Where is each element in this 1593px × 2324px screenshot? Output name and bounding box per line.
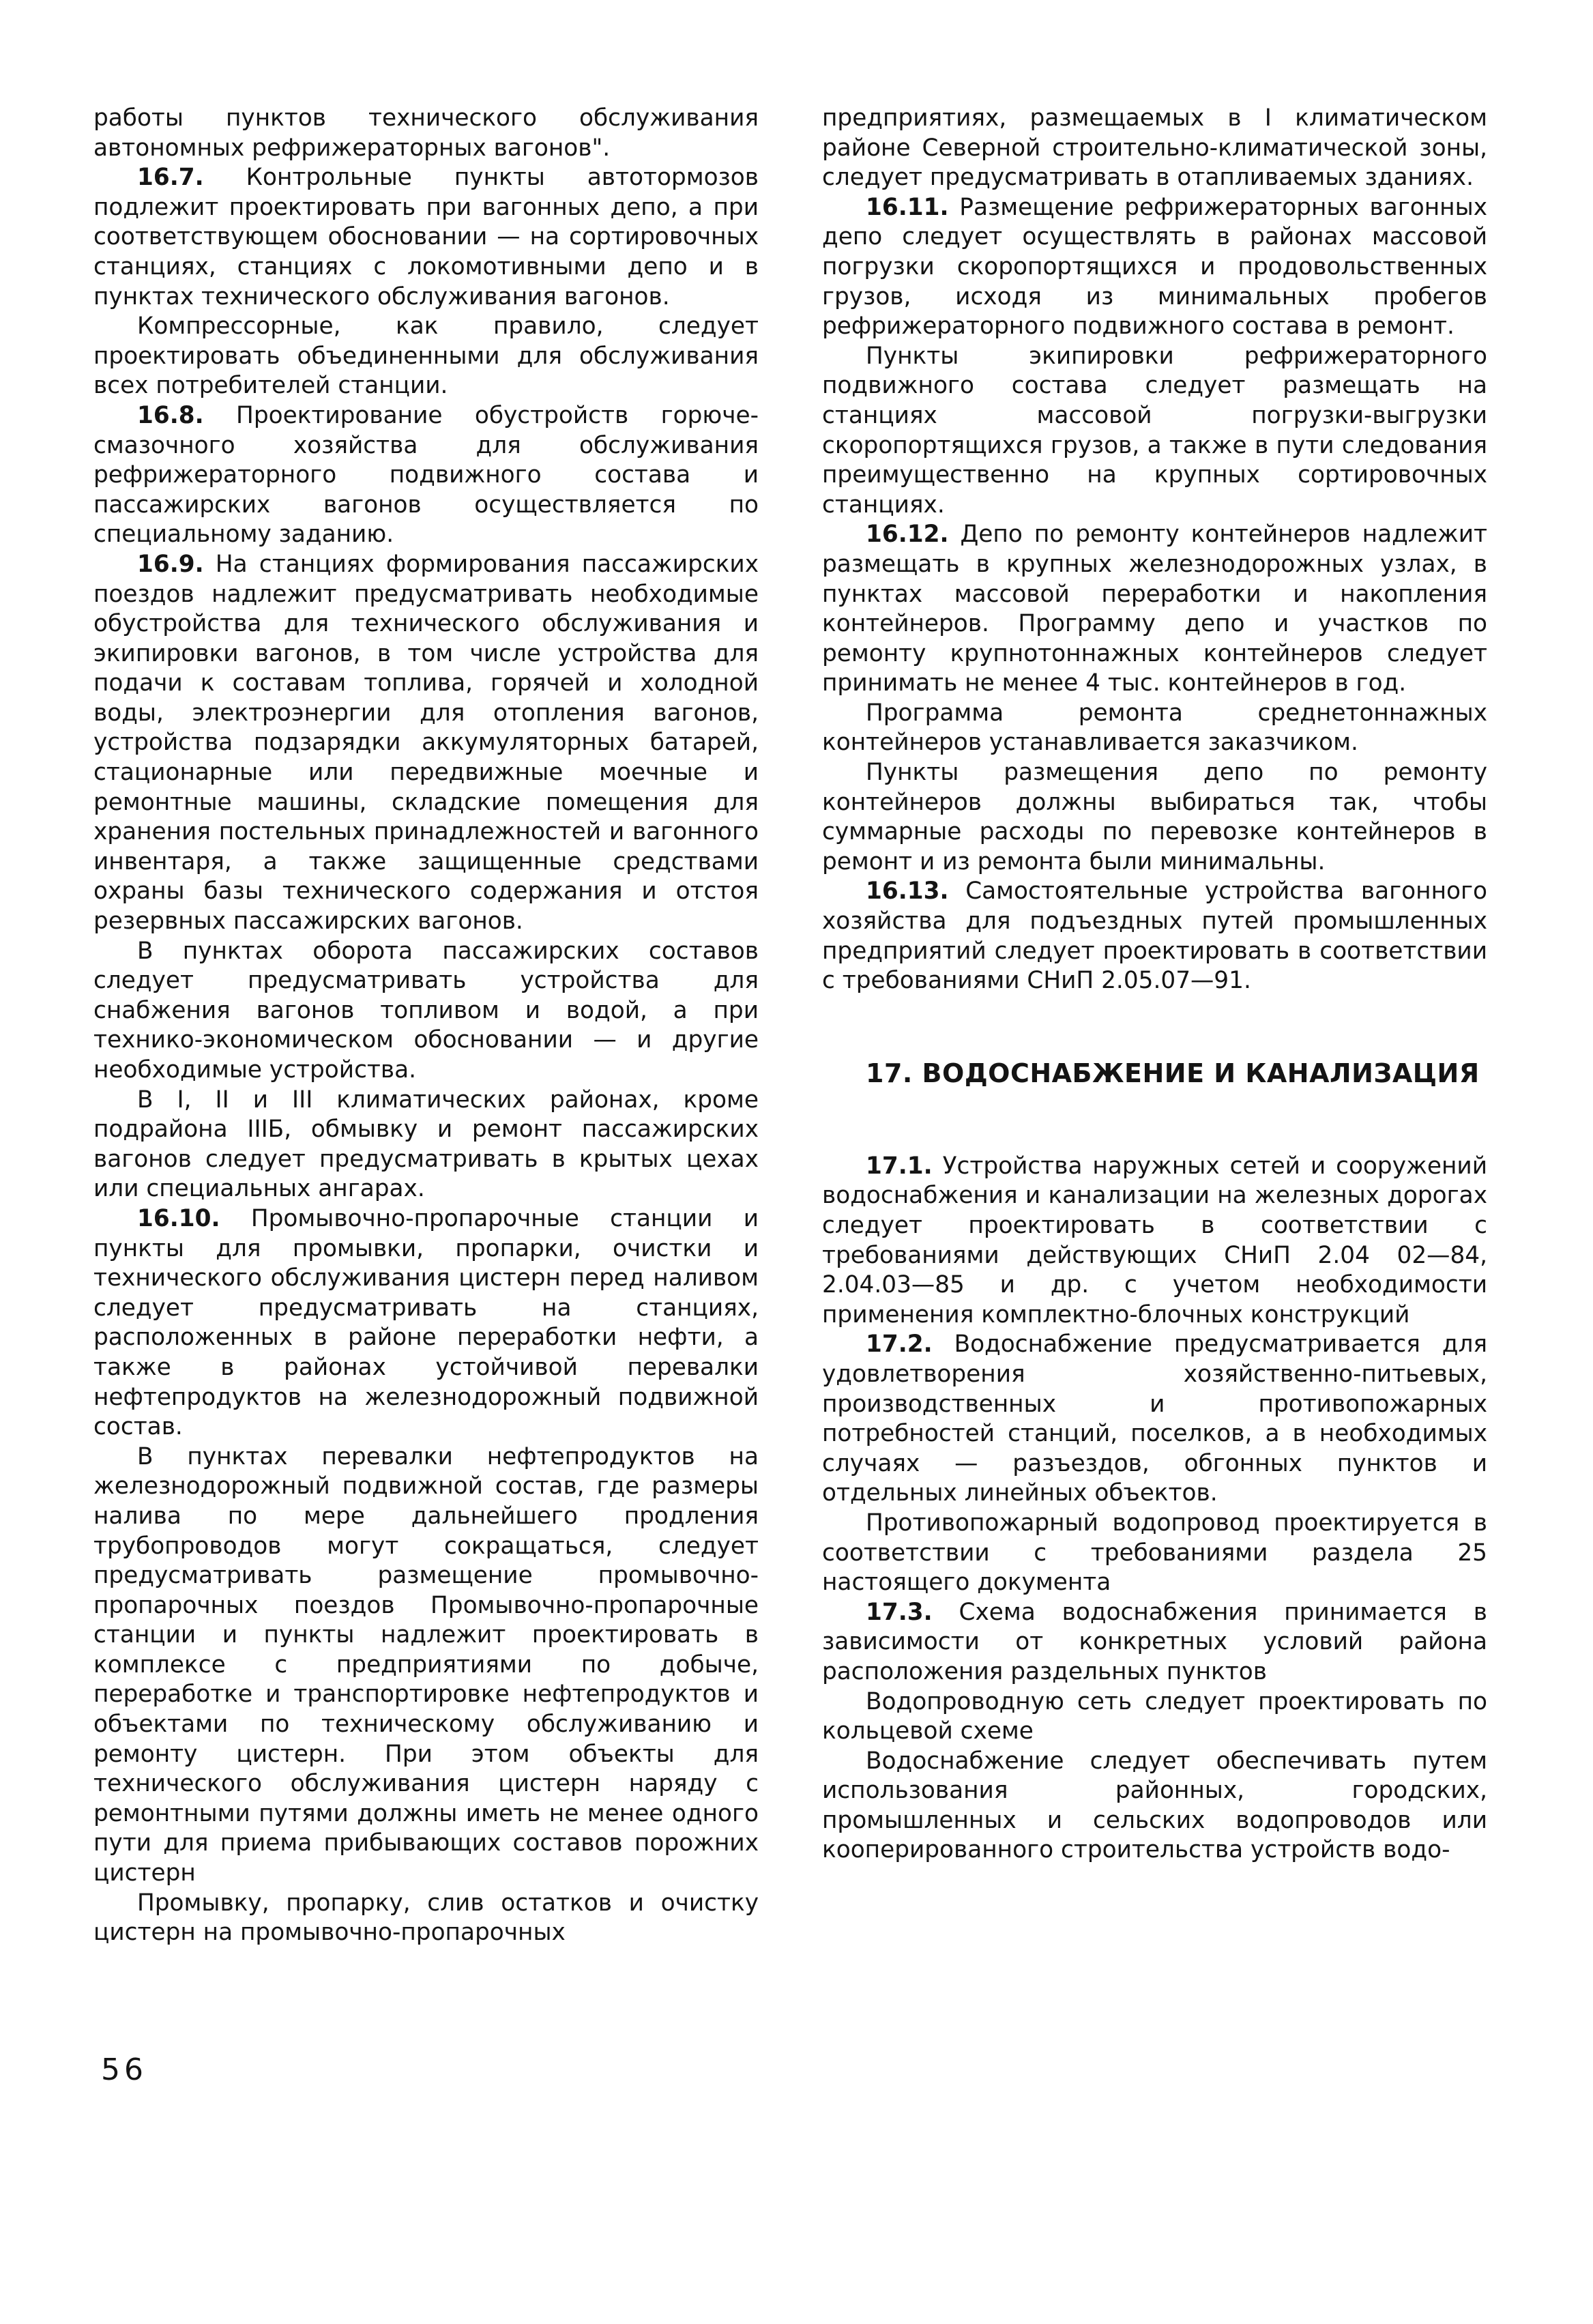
paragraph: [822, 1330, 1487, 1509]
paragraph: Водопроводную сеть следует проектировать по кольцевой схеме: [822, 1687, 1487, 1745]
paragraph: [822, 520, 1487, 699]
clause-number: 16.10.: [137, 1204, 220, 1232]
clause-text: Размещение рефрижераторных вагонных депо следует осуществлять в районах массовой погрузки скоропортящихся и продовольственных грузов, исходя из минимальных пробегов рефрижераторного подвижного состава в ремонт.: [822, 193, 1487, 340]
clause-text: Схема водоснабжения принимается в зависимости от конкретных условий района расположения раздельных пунктов: [822, 1598, 1487, 1685]
paragraph: Водоснабжение следует обеспечивать путем использования районных, городских, промышленных и сельских водопроводов или кооперированного строительства устройств водо-: [822, 1747, 1487, 1864]
clause-number: 17.3.: [866, 1598, 933, 1626]
clause-number: 16.11.: [866, 193, 949, 221]
clause-text: Проектирование обустройств горюче-смазочного хозяйства для обслуживания рефрижераторного подвижного состава и пассажирских вагонов осуществляется по специальному заданию.: [93, 401, 759, 549]
paragraph: В пунктах перевалки нефтепродуктов на железнодорожный подвижной состав, где размеры налива по мере дальнейшего продления трубопроводов могут сокращаться, следует предусматривать размещение промывочно-пропарочных поездов Промывочно-пропарочные станции и пункты надлежит проектировать в комплексе с предприятиями по добыче, переработке и транспортировке нефтепродуктов и объектами по техническому обслуживанию и ремонту цистерн. При этом объекты для технического обслуживания цистерн наряду с ремонтными путями должны иметь не менее одного пути для приема прибывающих составов порожних цистерн: [93, 1442, 759, 1887]
clause-number: 17.2.: [866, 1331, 933, 1359]
paragraph: Противопожарный водопровод проектируется в соответствии с требованиями раздела 25 настоящего документа: [822, 1509, 1487, 1597]
clause-text: Депо по ремонту контейнеров надлежит размещать в крупных железнодорожных узлах, в пунктах массовой переработки и накопления контейнеров. Программу депо и участков по ремонту крупнотоннажных контейнеров следует принимать не менее 4 тыс. контейнеров в год.: [822, 521, 1487, 697]
paragraph: Программа ремонта среднетоннажных контейнеров устанавливается заказчиком.: [822, 699, 1487, 757]
section-heading: 17. ВОДОСНАБЖЕНИЕ И КАНАЛИЗАЦИЯ: [866, 1058, 1480, 1088]
clause-number: 16.8.: [137, 401, 204, 429]
paragraph: Компрессорные, как правило, следует проектировать объединенными для обслуживания всех потребителей станции.: [93, 313, 759, 400]
paragraph: [822, 193, 1487, 342]
paragraph: В пунктах оборота пассажирских составов следует предусматривать устройства для снабжения вагонов топливом и водой, а при технико-экономическом обосновании — и другие необходимые устройства.: [93, 937, 759, 1084]
paragraph: [822, 1152, 1487, 1331]
clause-text: Промывочно-пропарочные станции и пункты для промывки, пропарки, очистки и технического обслуживания цистерн перед наливом следует предусматривать на станциях, расположенных в районе переработки нефти, а также в районах устойчивой перевалки нефтепродуктов на железнодорожный подвижной состав.: [93, 1204, 759, 1441]
clause-number: 16.13.: [866, 877, 949, 905]
paragraph: Пункты размещения депо по ремонту контейнеров должны выбираться так, чтобы суммарные расходы по перевозке контейнеров в ремонт и из ремонта были минимальны.: [822, 759, 1487, 875]
left-column: [93, 104, 759, 1948]
paragraph: предприятиях, размещаемых в I климатическом районе Северной строительно-климатической зоны, следует предусматривать в отапливаемых зданиях.: [822, 104, 1487, 192]
page-number: 56: [101, 2052, 147, 2087]
right-column: [822, 104, 1487, 1865]
clause-number: 16.9.: [137, 550, 204, 578]
clause-number: 16.12.: [866, 521, 949, 549]
paragraph: [822, 877, 1487, 996]
paragraph: В I, II и III климатических районах, кроме подрайона IIIБ, обмывку и ремонт пассажирских вагонов следует предусматривать в крытых цехах или специальных ангарах.: [93, 1086, 759, 1203]
paragraph: работы пунктов технического обслуживания автономных рефрижераторных вагонов".: [93, 104, 759, 162]
clause-number: 16.7.: [137, 164, 204, 192]
paragraph: Пункты экипировки рефрижераторного подвижного состава следует размещать на станциях массовой погрузки-выгрузки скоропортящихся грузов, а также в пути следования преимущественно на крупных сортировочных станциях.: [822, 342, 1487, 519]
clause-number: 17.1.: [866, 1152, 933, 1180]
paragraph: [93, 163, 759, 312]
clause-text: На станциях формирования пассажирских поездов надлежит предусматривать необходимые обустройства для технического обслуживания и экипировки вагонов, в том числе устройства для подачи к составам топлива, горячей и холодной воды, электроэнергии для отопления вагонов, устройства подзарядки аккумуляторных батарей, стационарные или передвижные моечные и ремонтные машины, складские помещения для хранения постельных принадлежностей и вагонного инвентаря, а также защищенные средствами охраны базы технического содержания и отстоя резервных пассажирских вагонов.: [93, 550, 759, 935]
clause-text: Водоснабжение предусматривается для удовлетворения хозяйственно-питьевых, производственных и противопожарных потребностей станций, поселков, а в необходимых случаях — разъездов, обгонных пунктов и отдельных линейных объектов.: [822, 1331, 1487, 1507]
paragraph: [93, 401, 759, 550]
paragraph: [93, 550, 759, 937]
paragraph: Промывку, пропарку, слив остатков и очистку цистерн на промывочно-пропарочных: [93, 1889, 759, 1947]
paragraph: [93, 1204, 759, 1442]
clause-text: Самостоятельные устройства вагонного хозяйства для подъездных путей промышленных предприятий следует проектировать в соответствии с требованиями СНиП 2.05.07—91.: [822, 877, 1487, 995]
clause-text: Контрольные пункты автотормозов подлежит проектировать при вагонных депо, а при соответствующем обосновании — на сортировочных станциях, станциях с локомотивными депо и в пунктах технического обслуживания вагонов.: [93, 164, 759, 310]
paragraph: [822, 1598, 1487, 1687]
clause-text: Устройства наружных сетей и сооружений водоснабжения и канализации на железных дорогах следует проектировать в соответствии с требованиями действующих СНиП 2.04 02—84, 2.04.03—85 и др. с учетом необходимости применения комплектно-блочных конструкций: [822, 1152, 1487, 1328]
